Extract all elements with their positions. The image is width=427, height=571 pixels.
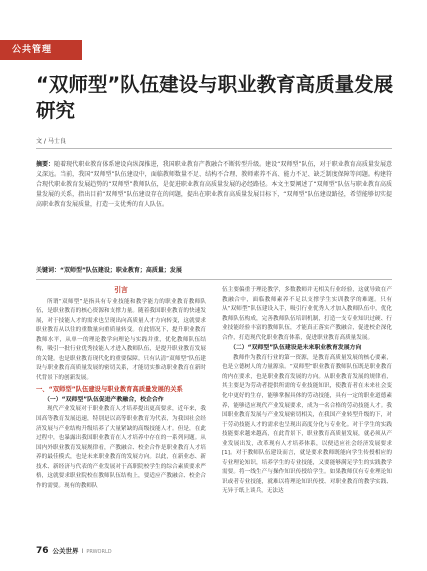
divider-bottom xyxy=(36,279,392,280)
article-title: “双师型”队伍建设与职业教育高质量发展研究 xyxy=(36,73,394,122)
abstract-text: 随着现代职业教育体系建设向纵深推进，我国职业教育产教融合不断转型升级。建设“双师型”队伍，对于职业教育高质量发展意义深远。当前，我国“双师型”队伍建设中，面临教师数量不足、结构不合理、教师素养不高、能力不足、缺乏制度保障等问题。构建符合现代职业教育发展趋势的“双师型”教师队伍，是促进职业教育高质量发展的必经路径。本文主要阐述了“双师型”队伍与职业教育高质量发展的关系，指出目前“双师型”队伍建设存在的问题，提出在职业教育高质量发展目标下，“双师型”队伍建设路径，希望能够切实提高职业教育发展质量，打造一支优秀的育人队伍。 xyxy=(36,161,392,209)
abstract xyxy=(36,160,392,210)
keywords-text: “双师型”队伍建设；职业教育；高质量；发展 xyxy=(60,267,182,274)
paragraph-right-1: 伍主要偏重于理论教学，多数教师并无相关行业经验，这就导致在产教融合中，面临教师素养不足以支撑学生实训教学的难题。只有从“双师型”队伍建设入手，吸引行业优秀人才加入教师队伍中，优化教师队伍构成，完善教师队伍培训机制，打造一支专业知识过硬、行业技能经验丰富的教师队伍，才能真正落实产教融合，促进校企深化合作，打造现代化职业教育体系，促进职业教育高质量发展。 xyxy=(222,287,392,341)
section-heading-1: 一、“双师型”队伍建设与职业教育高质量发展的关系 xyxy=(36,386,183,394)
intro-paragraph: 所谓“双师型”是指具有专业技能和教学能力的职业教育教师队伍，是职业教育的核心资源和支撑力量。随着我国职业教育的快速发展，对于技能人才的需求也呈现出向高质量人才方向转变，这就要求职业教育从以往的重数量向重质量转变。在此情况下，提升职业教育教师水平，从单一的理论教学向理论与实践并重，优化教师队伍结构，吸引一批行业优秀技能人才进入教师队伍，是提升职业教育发展的关键。也是职业教育现代化的重要保障。只有认清“双师型”队伍建设与职业教育高质量发展的密切关系，才能切实推动职业教育在新时代背景下的创新发展。 xyxy=(36,298,206,381)
divider-top xyxy=(36,148,392,149)
intro-heading: 引言 xyxy=(114,286,128,294)
paragraph-right-2: 教师作为教育行业的第一资源，是教育高质量发展的核心要素，也是立德树人的力量源泉。“双师型”职业教育教师队伍既是职业教育的内在要求，也是职业教育发展的方向。从职业教育发展的规律看，其主要是为劳动者提供所需的专业技能知识，使教育者在未来社会变化中更好的生存，能够掌握具体的劳动技能，具有一定的职业道德素养，能够适应现代产业发展要求，成为一名合格的劳动技能人才。我国职业教育发展与产业发展密切相关，在我国产业转型升级的下，对于劳动技能人才的需求也呈现出高度分化与专业化。对于学生的实践技能要求越来越高，在此背景下，职业教育高质量发展，就必须从产业发展出发，改革现有人才培养体系，以便适应社会经济发展要求[1]。对于教师队伍建设而言，就是要求教师既能向学生传授相应的专业理论知识，培养学生的专业技能，又要能够满足学生的实践教学需要。将一线生产与操作知识传授给学生。如果教师仅有专业理论知识或者专业技能，就难以将理论知识传授、对职业教育的教学实践、无异于纸上谈兵，无法达 xyxy=(222,354,392,495)
abstract-label: 摘要： xyxy=(36,161,55,168)
subsection-heading-2: （二）“双师型”队伍建设是未来职业教育发展方向 xyxy=(230,345,362,352)
keywords xyxy=(36,266,392,275)
footer-separator: I xyxy=(81,548,84,555)
section-tag: 公共管理 xyxy=(0,40,82,60)
left-column xyxy=(36,286,206,491)
paragraph-left-1: 现代产业发展对于职业教育人才培养提出更高要求，近年来，我国高等教育发展迅速，特别是以高等职业教育为代表，为我国社会经济发展与产业结构升级培养了大量紧缺的高级技能人才。但是，在此过程中，也暴露出我国职业教育在人才培养中存在的一系列问题。从国内外职业教育发展规律看，产教融合、校企合作是职业教育人才培养的最佳模式，也是未来职业教育的发展方向。以此，在新业态、新技术、新经济与代表的产业发展对于高职院校学生的综合素质要求严格，这就要求职业院校在教师队伍结构上，要适应产教融合、校企合作的需要。现有的教师队 xyxy=(36,406,206,489)
right-column xyxy=(222,286,392,497)
magazine-english-name: PRWORLD xyxy=(86,549,112,555)
magazine-name: 公关世界 xyxy=(52,547,79,555)
author-line: 文 / 马士良 xyxy=(36,138,66,145)
subsection-heading-1: （一）“双师型”队伍促进产教融合，校企合作 xyxy=(44,396,164,403)
keywords-label: 关键词： xyxy=(36,267,61,274)
page-number: 76 xyxy=(36,546,49,556)
page-footer xyxy=(36,546,112,556)
